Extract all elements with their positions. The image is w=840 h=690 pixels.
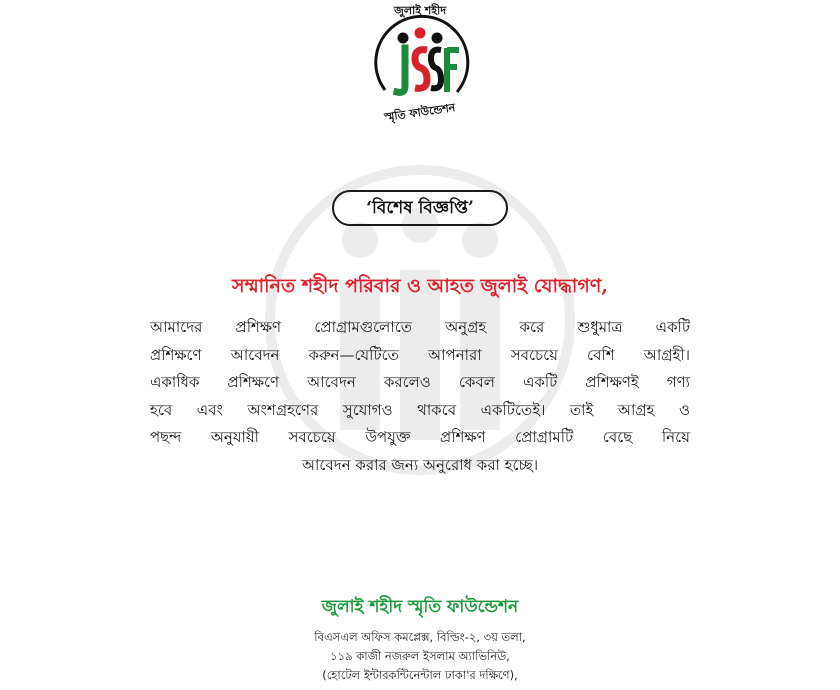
address-line: (হোটেল ইন্টারকন্টিনেন্টাল ঢাকা'র দক্ষিণে), — [322, 668, 518, 682]
body-line: আবেদন করার জন্য অনুরোধ করা হচ্ছে। — [301, 455, 539, 474]
organization-address — [220, 628, 620, 685]
address-line: বিএসএল অফিস কমপ্লেক্স, বিল্ডিং-২, ৩য় তলা, — [314, 630, 526, 644]
body-line: আমাদের প্রশিক্ষণ প্রোগ্রামগুলোতে অনুগ্রহ করে শুধুমাত্র একটি — [150, 318, 690, 336]
body-line: একাধিক প্রশিক্ষণে আবেদন করলেও কেবল একটি প্রশিক্ষণই গণ্য — [150, 373, 690, 391]
body-line: পছন্দ অনুযায়ী সবচেয়ে উপযুক্ত প্রশিক্ষণ প্রোগ্রামটি বেছে নিয়ে — [150, 428, 690, 446]
address-line: ১১৯ কাজী নজরুল ইসলাম অ্যাভিনিউ, — [330, 649, 510, 663]
body-line: প্রশিক্ষণে আবেদন করুন—যেটিতে আপনারা সবচেয়ে বেশি আগ্রহী। — [150, 345, 690, 364]
salutation-heading: সম্মানিত শহীদ পরিবার ও আহত জুলাই যোদ্ধাগণ, — [232, 275, 608, 297]
notice-body — [150, 314, 690, 479]
logo-top-text: জুলাই শহীদ — [394, 4, 446, 17]
logo-bottom-text: স্মৃতি ফাউন্ডেশন — [383, 101, 457, 124]
organization-name: জুলাই শহীদ স্মৃতি ফাউন্ডেশন — [321, 597, 519, 617]
body-line: হবে এবং অংশগ্রহণের সুযোগও থাকবে একটিতেই। তাই আগ্রহ ও — [150, 400, 690, 419]
special-notice-title: ‘বিশেষ বিজ্ঞপ্তি’ — [332, 190, 508, 226]
foundation-logo — [355, 0, 485, 138]
jssf-logo-icon — [365, 12, 475, 112]
